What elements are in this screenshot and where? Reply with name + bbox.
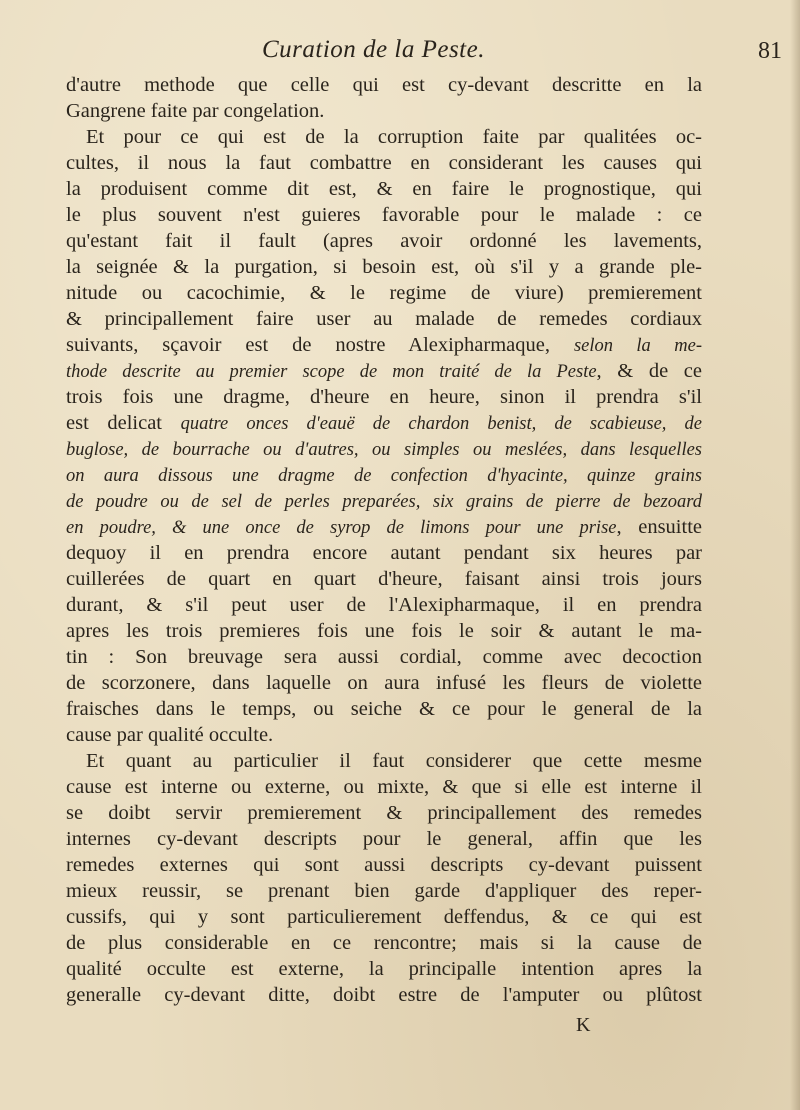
text-segment: le plus souvent n'est guieres favorable pour le malade : ce — [66, 204, 702, 226]
text-segment: dequoy il en prendra encore autant pendant six heures par — [66, 542, 702, 564]
text-line — [66, 904, 702, 930]
running-head: Curation de la Peste. — [262, 36, 485, 63]
text-line — [66, 566, 702, 592]
text-line — [66, 592, 702, 618]
text-segment: la produisent comme dit est, & en faire le prognostique, qui — [66, 178, 702, 200]
text-line — [66, 800, 702, 826]
page-edge-shadow — [790, 0, 800, 1110]
text-line — [66, 98, 702, 124]
text-line — [66, 410, 702, 436]
text-line — [66, 618, 702, 644]
text-line — [66, 72, 702, 98]
text-line — [66, 436, 702, 462]
text-segment: apres les trois premieres fois une fois le soir & autant le ma- — [66, 620, 702, 642]
text-segment: se doibt servir premierement & principallement des remedes — [66, 802, 702, 824]
text-line — [66, 150, 702, 176]
signature-mark: K — [576, 1014, 591, 1036]
text-line — [66, 514, 702, 540]
italic-segment: quatre onces d'eauë de chardon benist, de scabieuse, de — [180, 414, 702, 434]
text-line — [66, 930, 702, 956]
text-line — [66, 774, 702, 800]
text-line — [66, 644, 702, 670]
text-line — [66, 488, 702, 514]
text-segment: nitude ou cacochimie, & le regime de viure) premierement — [66, 282, 702, 304]
text-line — [66, 462, 702, 488]
italic-segment: de poudre ou de sel de perles preparées, six grains de pierre de bezoard — [66, 492, 702, 512]
text-segment: suivants, sçavoir est de nostre Alexipharmaque, — [66, 334, 574, 356]
text-line — [66, 696, 702, 722]
text-line — [66, 982, 702, 1008]
text-segment: internes cy-devant descripts pour le general, affin que les — [66, 828, 702, 850]
text-line — [66, 228, 702, 254]
text-segment: est delicat — [66, 412, 181, 434]
body-text — [66, 72, 702, 1008]
text-line — [66, 878, 702, 904]
text-line — [66, 956, 702, 982]
text-line — [66, 254, 702, 280]
italic-segment: selon la me- — [573, 336, 702, 356]
text-line — [66, 722, 702, 748]
text-segment: qu'estant fait il fault (apres avoir ordonné les lavements, — [66, 230, 702, 252]
text-segment: de plus considerable en ce rencontre; mais si la cause de — [66, 932, 702, 954]
text-line — [66, 280, 702, 306]
text-line — [66, 124, 702, 150]
text-line — [66, 358, 702, 384]
italic-segment: en poudre, & une once de syrop de limons pour une prise — [66, 518, 617, 538]
text-segment: d'autre methode que celle qui est cy-devant descritte en la — [66, 74, 702, 96]
text-line — [66, 748, 702, 774]
text-segment: durant, & s'il peut user de l'Alexipharmaque, il en prendra — [66, 594, 702, 616]
text-segment: remedes externes qui sont aussi descripts cy-devant puissent — [66, 854, 702, 876]
italic-segment: thode descrite au premier scope de mon traité de la Peste — [66, 362, 597, 382]
text-segment: cause est interne ou externe, ou mixte, & que si elle est interne il — [66, 776, 702, 798]
text-segment: cuillerées de quart en quart d'heure, faisant ainsi trois jours — [66, 568, 702, 590]
text-segment: Et pour ce qui est de la corruption faite par qualitées oc- — [86, 126, 702, 148]
italic-segment: buglose, de bourrache ou d'autres, ou simples ou meslées, dans lesquelles — [66, 440, 702, 460]
text-segment: trois fois une dragme, d'heure en heure, sinon il prendra s'il — [66, 386, 702, 408]
italic-segment: on aura dissous une dragme de confection d'hyacinte, quinze grains — [66, 466, 702, 486]
text-segment: tin : Son breuvage sera aussi cordial, comme avec decoction — [66, 646, 702, 668]
text-line — [66, 384, 702, 410]
text-segment: Gangrene faite par congelation. — [66, 100, 325, 122]
page-number: 81 — [758, 38, 782, 64]
text-segment: fraisches dans le temps, ou seiche & ce pour le general de la — [66, 698, 702, 720]
text-segment: , & de ce — [596, 360, 702, 382]
text-line — [66, 332, 702, 358]
text-segment: la seignée & la purgation, si besoin est, où s'il y a grande ple- — [66, 256, 702, 278]
text-segment: mieux reussir, se prenant bien garde d'appliquer des reper- — [66, 880, 702, 902]
text-line — [66, 826, 702, 852]
text-segment: de scorzonere, dans laquelle on aura infusé les fleurs de violette — [66, 672, 702, 694]
text-segment: cultes, il nous la faut combattre en considerant les causes qui — [66, 152, 702, 174]
text-segment: generalle cy-devant ditte, doibt estre de l'amputer ou plûtost — [66, 984, 702, 1006]
text-line — [66, 670, 702, 696]
text-line — [66, 852, 702, 878]
text-line — [66, 540, 702, 566]
text-line — [66, 202, 702, 228]
text-segment: cussifs, qui y sont particulierement deffendus, & ce qui est — [66, 906, 702, 928]
text-segment: qualité occulte est externe, la principalle intention apres la — [66, 958, 702, 980]
text-line — [66, 176, 702, 202]
text-segment: Et quant au particulier il faut considerer que cette mesme — [86, 750, 702, 772]
text-segment: & principallement faire user au malade de remedes cordiaux — [66, 308, 702, 330]
text-segment: , ensuitte — [616, 516, 702, 538]
text-line — [66, 306, 702, 332]
text-segment: cause par qualité occulte. — [66, 724, 274, 746]
